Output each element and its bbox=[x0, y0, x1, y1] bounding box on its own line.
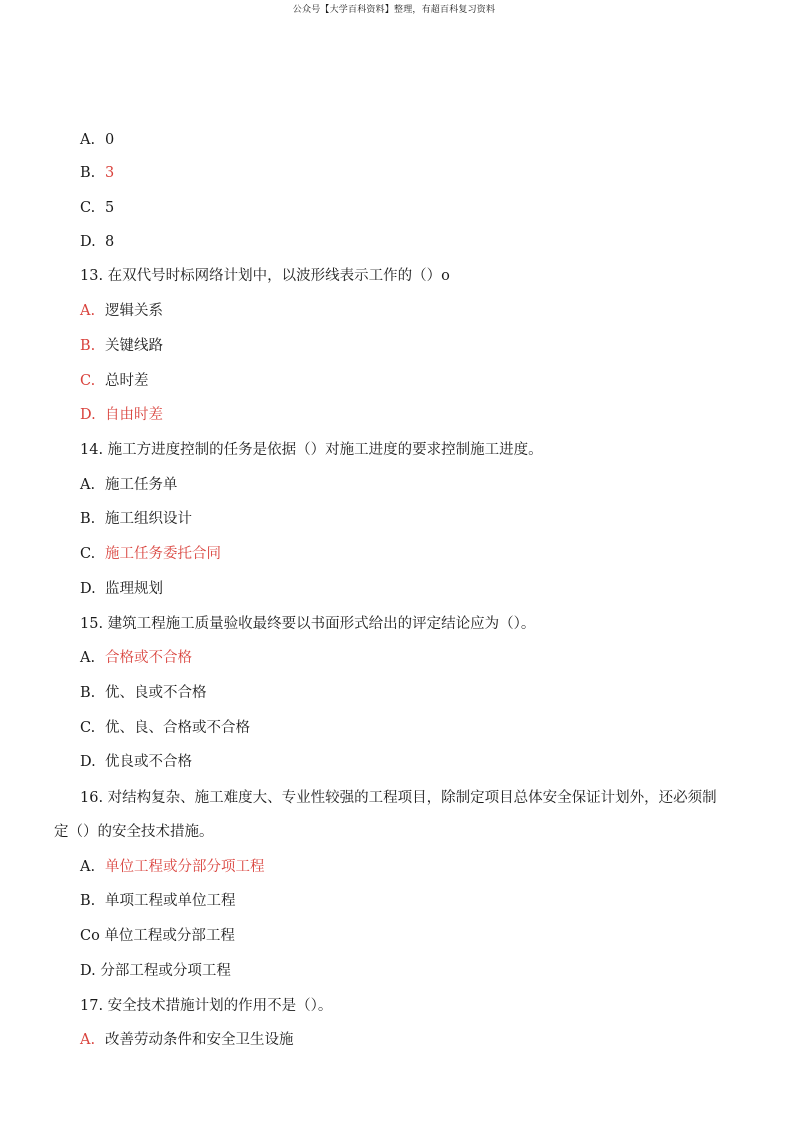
option-text: 逻辑关系 bbox=[105, 303, 163, 319]
option-text: 优良或不合格 bbox=[105, 754, 192, 770]
option-label: A. bbox=[80, 477, 96, 493]
option-label: D. bbox=[80, 754, 96, 770]
option-label: A. bbox=[80, 132, 96, 148]
option-label: B. bbox=[80, 511, 96, 527]
option-text: 3 bbox=[105, 165, 115, 181]
q15-option-d[interactable] bbox=[80, 753, 192, 771]
option-label: B. bbox=[80, 685, 96, 701]
q14-option-d[interactable] bbox=[80, 580, 163, 598]
option-label: D. bbox=[80, 581, 96, 597]
option-label: A. bbox=[80, 303, 96, 319]
q12-option-b[interactable] bbox=[80, 164, 114, 182]
q12-option-d[interactable] bbox=[80, 233, 114, 251]
q14-option-c[interactable] bbox=[80, 545, 221, 563]
option-label: C. bbox=[80, 720, 96, 736]
option-label: A. bbox=[80, 650, 96, 666]
q15-question: 15. 建筑工程施工质量验收最终要以书面形式给出的评定结论应为（）。 bbox=[80, 616, 536, 632]
q15-option-c[interactable] bbox=[80, 719, 250, 737]
option-text: 施工任务单 bbox=[105, 477, 178, 493]
option-label: D. bbox=[80, 407, 96, 423]
option-text: 0 bbox=[105, 132, 115, 148]
option-label: C. bbox=[80, 546, 96, 562]
q15-option-b[interactable] bbox=[80, 684, 207, 702]
option-label: A. bbox=[80, 1032, 96, 1048]
option-text: 单位工程或分部分项工程 bbox=[105, 859, 265, 875]
q16-option-b[interactable] bbox=[80, 892, 236, 910]
option-label: B. bbox=[80, 165, 96, 181]
option-label: B. bbox=[80, 893, 96, 909]
q13-option-c[interactable] bbox=[80, 372, 149, 390]
option-text: 5 bbox=[105, 200, 115, 216]
option-label: C. bbox=[80, 200, 96, 216]
q16-question-line2: 定（）的安全技术措施。 bbox=[54, 824, 214, 840]
q13-option-a[interactable] bbox=[80, 302, 163, 320]
option-label: D. bbox=[80, 234, 96, 250]
q14-option-a[interactable] bbox=[80, 476, 178, 494]
page-header: 公众号【大学百科资料】整理，有超百科复习资料 bbox=[292, 5, 496, 15]
q13-option-d[interactable] bbox=[80, 406, 163, 424]
option-text: 改善劳动条件和安全卫生设施 bbox=[105, 1032, 294, 1048]
option-text: 施工任务委托合同 bbox=[105, 546, 221, 562]
option-label: C. bbox=[80, 373, 96, 389]
q14-option-b[interactable] bbox=[80, 510, 192, 528]
option-text: 8 bbox=[105, 234, 115, 250]
q16-question-line1: 16. 对结构复杂、施工难度大、专业性较强的工程项目，除制定项目总体安全保证计划外，还必须制 bbox=[80, 790, 717, 806]
option-text: 单项工程或单位工程 bbox=[105, 893, 236, 909]
q12-option-a[interactable] bbox=[80, 131, 114, 149]
option-text: 施工组织设计 bbox=[105, 511, 192, 527]
option-label: A. bbox=[80, 859, 96, 875]
q12-option-c[interactable] bbox=[80, 199, 114, 217]
option-text: 总时差 bbox=[105, 373, 149, 389]
q16-option-a[interactable] bbox=[80, 858, 265, 876]
option-text: 优、良、合格或不合格 bbox=[105, 720, 250, 736]
q17-option-a[interactable] bbox=[80, 1031, 294, 1049]
q13-option-b[interactable] bbox=[80, 337, 163, 355]
option-text: 自由时差 bbox=[105, 407, 163, 423]
q16-option-d[interactable]: D. 分部工程或分项工程 bbox=[80, 963, 231, 979]
q13-question: 13. 在双代号时标网络计划中，以波形线表示工作的（）o bbox=[80, 268, 450, 284]
option-text: 合格或不合格 bbox=[105, 650, 192, 666]
option-text: 监理规划 bbox=[105, 581, 163, 597]
q17-question: 17. 安全技术措施计划的作用不是（）。 bbox=[80, 998, 333, 1014]
option-text: 关键线路 bbox=[105, 338, 163, 354]
option-text: 优、良或不合格 bbox=[105, 685, 207, 701]
q16-option-c[interactable]: Co 单位工程或分部工程 bbox=[80, 928, 235, 944]
option-label: B. bbox=[80, 338, 96, 354]
q15-option-a[interactable] bbox=[80, 649, 192, 667]
q14-question: 14. 施工方进度控制的任务是依据（）对施工进度的要求控制施工进度。 bbox=[80, 442, 543, 458]
